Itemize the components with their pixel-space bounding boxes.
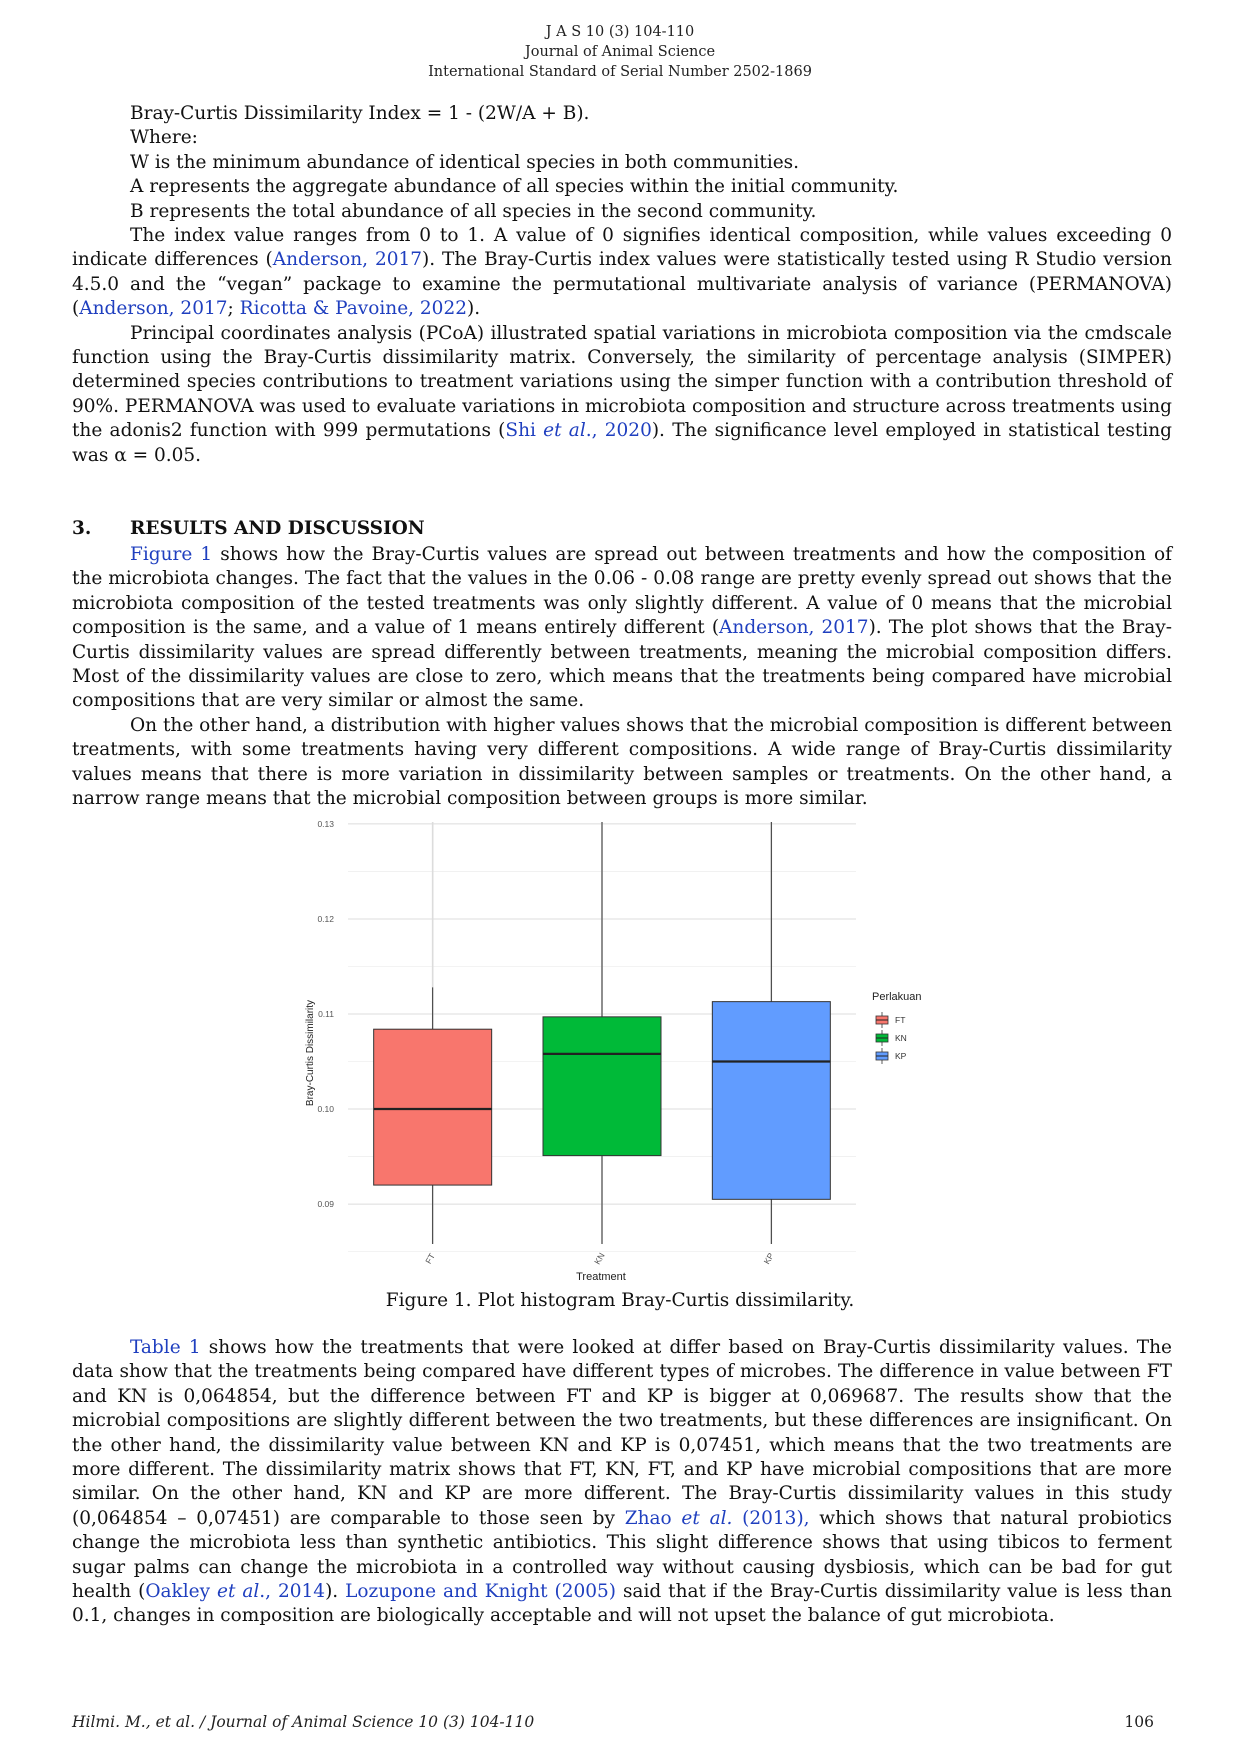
text-run: ., 2020 bbox=[585, 420, 652, 442]
boxplot-figure bbox=[300, 808, 940, 1286]
discussion-paragraph bbox=[72, 1336, 1172, 1629]
y-tick-label: 0.09 bbox=[317, 1199, 334, 1210]
text-run: said that if the Bray-Curtis dissimilarity value is less than 0.1, changes in composition are biologically acceptable and will not upset the balance of gut microbiota. bbox=[72, 1581, 1172, 1627]
box-kn bbox=[543, 1017, 661, 1156]
journal-header bbox=[0, 22, 1240, 82]
text-run: ., 2014 bbox=[259, 1581, 326, 1603]
text-run: ). bbox=[467, 298, 481, 320]
box-kp bbox=[712, 1002, 830, 1200]
text-run: et al. bbox=[681, 1507, 733, 1529]
y-tick-label: 0.13 bbox=[317, 818, 334, 829]
text-run: Principal coordinates analysis (PCoA) illustrated spatial variations in microbiota composition via the cmdscale function using the Bray-Curtis dissimilarity matrix. Conversely, the similarity of percentage analysis (SIMPER) determined species contributions to treatment variations using the simper function with a contribution threshold of 90%. PERMANOVA was used to evaluate variations in microbiota composition and structure across treatments using the adonis2 function with 999 permutations ( bbox=[72, 322, 1172, 442]
results-paragraph-2: On the other hand, a distribution with higher values shows that the microbial composition is different between treatments, with some treatments having very different compositions. A wide range of Bray-Curtis dissimilarity values means that there is more variation in dissimilarity between samples or treatments. On the other hand, a narrow range means that the microbial composition between groups is more similar. bbox=[72, 714, 1172, 810]
section-title: RESULTS AND DISCUSSION bbox=[130, 518, 425, 539]
text-run: Zhao bbox=[624, 1507, 682, 1529]
text-run: ). The Bray-Curtis index values were statistically tested using R Studio version 4.5.0 and the “vegan” package to examine the permutational multivariate analysis of variance (PERMANOVA) ( bbox=[72, 249, 1172, 320]
table-link[interactable]: Table 1 bbox=[130, 1337, 201, 1358]
methods-section bbox=[72, 102, 1172, 468]
box-ft bbox=[374, 1029, 492, 1185]
w-definition: W is the minimum abundance of identical species in both communities. bbox=[130, 151, 800, 173]
x-axis-label: Treatment bbox=[576, 1271, 626, 1283]
text-run: shows how the treatments that were looked at differ based on Bray-Curtis dissimilarity values. The data show that the treatments being compared have different types of microbes. The difference in value between FT and KN is 0,064854, but the difference between FT and KP is bigger at 0,069687. The results show that the microbial compositions are slightly different between the two treatments, but these differences are insignificant. On the other hand, the dissimilarity value between KN and KP is 0,07451, which means that the two treatments are more different. The dissimilarity matrix shows that FT, KN, FT, and KP have microbial compositions that are more similar. On the other hand, KN and KP are more different. The Bray-Curtis dissimilarity values in this study (0,064854 – 0,07451) are comparable to those seen by bbox=[72, 1337, 1172, 1529]
section-heading bbox=[72, 518, 425, 539]
plot-boxes bbox=[374, 822, 831, 1244]
y-axis-label: Bray-Curtis Dissimilarity bbox=[305, 999, 316, 1107]
discussion-section bbox=[72, 1336, 1172, 1629]
citation-link[interactable] bbox=[625, 1508, 810, 1529]
text-run: Oakley bbox=[145, 1581, 217, 1603]
citation-link[interactable]: Anderson, 2017 bbox=[79, 298, 228, 320]
text-run: ). The significance level employed in statistical testing was α = 0.05. bbox=[72, 420, 1172, 466]
methods-paragraph-1 bbox=[72, 224, 1172, 322]
legend-title: Perlakuan bbox=[872, 991, 922, 1003]
y-tick-label: 0.12 bbox=[317, 913, 334, 924]
methods-paragraph-2 bbox=[72, 322, 1172, 468]
x-axis-ticks bbox=[423, 1251, 776, 1266]
citation-link[interactable]: Lozupone and Knight (2005) bbox=[345, 1581, 616, 1603]
legend bbox=[872, 991, 922, 1064]
results-paragraph-1 bbox=[72, 543, 1172, 714]
figure-caption: Figure 1. Plot histogram Bray-Curtis dissimilarity. bbox=[385, 1290, 855, 1311]
formula: Bray-Curtis Dissimilarity Index = 1 - (2W/A + B). bbox=[130, 103, 590, 124]
section-number: 3. bbox=[72, 518, 92, 539]
citation-link[interactable]: Anderson, 2017 bbox=[272, 249, 423, 271]
text-run: which shows that natural probiotics change the microbiota less than synthetic antibiotics. This slight difference shows that using tibicos to ferment sugar palms can change the microbiota in a controlled way without causing dysbiosis, which can be bad for gut health ( bbox=[72, 1507, 1172, 1603]
text-run: ). bbox=[325, 1581, 346, 1603]
b-definition: B represents the total abundance of all species in the second community. bbox=[130, 200, 817, 222]
page-number: 106 bbox=[1124, 1713, 1154, 1731]
text-run: et al bbox=[543, 420, 586, 442]
text-run: ; bbox=[227, 298, 240, 320]
a-definition: A represents the aggregate abundance of all species within the initial community. bbox=[130, 176, 899, 198]
text-run: ). The plot shows that the Bray-Curtis dissimilarity values are spread differently between treatments, meaning the microbial composition differs. Most of the dissimilarity values are close to zero, which means that the treatments being compared have microbial compositions that are very similar or almost the same. bbox=[72, 617, 1172, 712]
citation-link[interactable]: Anderson, 2017 bbox=[719, 617, 869, 639]
x-tick-label: FT bbox=[423, 1251, 437, 1266]
text-run: (2013), bbox=[732, 1507, 810, 1529]
text-run: Shi bbox=[505, 420, 544, 442]
citation-link[interactable] bbox=[505, 420, 651, 441]
citation-link[interactable]: Ricotta & Pavoine, 2022 bbox=[239, 298, 467, 320]
x-tick-label: KP bbox=[761, 1251, 776, 1266]
header-line-3: International Standard of Serial Number 2502-1869 bbox=[428, 64, 812, 80]
text-run: et al bbox=[217, 1581, 260, 1603]
legend-label-kp: KP bbox=[895, 1051, 907, 1061]
text-run: shows how the Bray-Curtis values are spread out between treatments and how the composition of the microbiota changes. The fact that the values in the 0.06 - 0.08 range are pretty evenly spread out shows that the microbiota composition of the tested treatments was only slightly different. A value of 0 means that the microbial composition is the same, and a value of 1 means entirely different ( bbox=[72, 544, 1173, 639]
figure-link[interactable]: Figure 1 bbox=[130, 544, 213, 565]
header-line-1: J A S 10 (3) 104-110 bbox=[545, 24, 695, 40]
where-label: Where: bbox=[130, 127, 198, 149]
y-tick-label: 0.10 bbox=[317, 1104, 334, 1115]
y-tick-label: 0.11 bbox=[318, 1008, 334, 1019]
text-run: The index value ranges from 0 to 1. A value of 0 signifies identical composition, while values exceeding 0 indicate differences ( bbox=[72, 225, 1172, 271]
header-line-2: Journal of Animal Science bbox=[524, 44, 716, 60]
legend-label-ft: FT bbox=[895, 1015, 906, 1025]
results-section bbox=[72, 543, 1172, 811]
y-axis-ticks bbox=[317, 819, 334, 1209]
legend-label-kn: KN bbox=[895, 1033, 907, 1043]
footer-citation: Hilmi. M., et al. / Journal of Animal Science 10 (3) 104-110 bbox=[72, 1713, 535, 1731]
citation-link[interactable] bbox=[145, 1581, 325, 1602]
x-tick-label: KN bbox=[592, 1250, 607, 1267]
